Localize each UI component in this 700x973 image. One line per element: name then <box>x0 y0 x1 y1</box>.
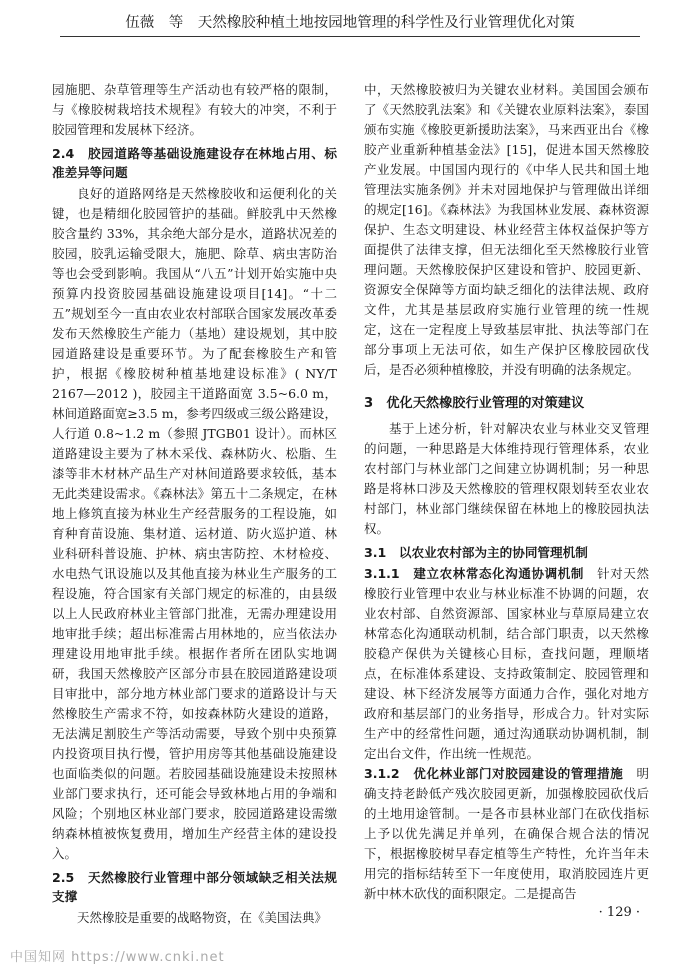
right-column <box>364 80 649 904</box>
running-header <box>60 10 640 37</box>
body-paragraph: 良好的道路网络是天然橡胶收和运便利化的关键，也是精细化胶园管护的基础。鲜胶乳中天然橡胶含量约 33%，其余绝大部分是水，道路状况差的胶园，胶乳运输受限大，施肥、除草、病虫害防治等也会受到影响。我国从“八五”计划开始实施中央预算内投资胶园基础设施建设项目[14]。“十二五”规划至今一直由农业农村部联合国家发展改革委发布天然橡胶生产能力（基地）建设规划，其中胶园道路建设是重要环节。为了配套橡胶生产和管护，根据《橡胶树种植基地建设标准》( NY/T 2167—2012 )，胶园主干道路面宽 3.5~6.0 m，林间道路面宽≥3.5 m，参考四级或三级公路建设，人行道 0.8~1.2 m（参照 JTGB01 设计）。而林区道路建设主要为了林木采伐、森林防火、松脂、生漆等非木材林产品生产对林间道路要求较低，基本无此类建设需求。《森林法》第五十二条规定，在林地上修筑直接为林业生产经营服务的工程设施，如育种育苗设施、集材道、运材道、防火巡护道、林业科研科普设施、护林、病虫害防控、木材检疫、水电热气讯设施以及其他直接为林业生产服务的工程设施，符合国家有关部门规定的标准的，由县级以上人民政府林业主管部门批准，无需办理建设用地审批手续；超出标准需占用林地的，应当依法办理建设用地审批手续。根据作者所在团队实地调研，我国天然橡胶产区部分市县在胶园道路建设项目审批中，部分地方林业部门要求的道路设计与天然橡胶生产需求不符，如按森林防火建设的道路，无法满足割胶生产等活动需要，导致个别中央预算内投资项目执行慢，管护用房等其他基础设施建设也面临类似的问题。若胶园基础设施建设未按照林业部门要求执行，还可能会导致林地占用的争端和风险；个别地区林业部门要求，胶园道路建设需缴纳森林植被恢复费用，增加生产经营主体的建设投入。 <box>52 186 337 861</box>
paragraph-text: 针对天然橡胶行业管理中农业与林业标准不协调的问题，农业农村部、自然资源部、国家林业与草原局建立农林常态化沟通联动机制，结合部门职责，以天然橡胶稳产保供为关键核心目标，查找问题，理顺堵点，在标准体系建设、支持政策制定、胶园管理和建设、林下经济发展等方面通力合作，强化对地方政府和基层部门的业务指导，形成合力。针对实际生产中的经常性问题，通过沟通联动协调机制，制定出台文件，作出统一性规范。 <box>364 566 649 761</box>
footer <box>0 940 700 973</box>
section-heading: 3 优化天然橡胶行业管理的对策建议 <box>364 396 585 411</box>
body-paragraph: 基于上述分析，针对解决农业与林业交叉管理的问题，一种思路是大体维持现行管理体系，农业农村部门与林业部门之间建立协调机制；另一种思路是将林口涉及天然橡胶的管理权限划转至农业农村部门，林业部门继续保留在林地上的橡胶园执法权。 <box>364 421 649 536</box>
body-paragraph: 园施肥、杂草管理等生产活动也有较严格的限制，与《橡胶树栽培技术规程》有较大的冲突，不利于胶园管理和发展林下经济。 <box>52 82 337 137</box>
runin-heading: 3.1.1 建立农林常态化沟通协调机制 <box>364 566 584 581</box>
subsection-heading: 2.4 胶园道路等基础设施建设存在林地占用、标准差异等问题 <box>52 146 337 180</box>
subsection-heading: 3.1 以农业农村部为主的协同管理机制 <box>364 545 588 560</box>
page-number: · 129 · <box>598 905 640 920</box>
subsection-heading: 2.5 天然橡胶行业管理中部分领域缺乏相关法规支撑 <box>52 870 337 904</box>
body-paragraph: 中，天然橡胶被归为关键农业材料。美国国会颁布了《天然胶乳法案》和《关键农业原料法案》，泰国颁布实施《橡胶更新援助法案》，马来西亚出台《橡胶产业重新种植基金法》[15]，促进本国天然橡胶产业发展。中国国内现行的《中华人民共和国土地管理法实施条例》并未对园地保护与管理做出详细的规定[16]。《森林法》为我国林业发展、森林资源保护、生态文明建设、林业经营主体权益保护等方面提供了法律支撑，但无法细化至天然橡胶行业管理问题。天然橡胶保护区建设和管护、胶园更新、资源安全保障等方面均缺乏细化的法律法规、政府文件，尤其是基层政府实施行业管理的统一性规定，这在一定程度上导致基层审批、执法等部门在部分事项上无法可依，如生产保护区橡胶园砍伐后，是否必须种植橡胶，并没有明确的法条规定。 <box>364 82 649 377</box>
running-header-title: 伍薇 等 天然橡胶种植土地按园地管理的科学性及行业管理优化对策 <box>125 15 575 31</box>
cnki-watermark: 中国知网 https://www.cnki.net <box>10 950 225 965</box>
paragraph-text: 明确支持老龄低产残次胶园更新，加强橡胶园砍伐后的土地用途管制。一是各市县林业部门在砍伐指标上予以优先满足并单列，在确保合规合法的情况下，根据橡胶树早春定植等生产特性，允许当年未用完的指标结转至下一年度使用，取消胶园连片更新中林木砍伐的面积限定。二是提高告 <box>364 766 649 901</box>
body-paragraph: 天然橡胶是重要的战略物资，在《美国法典》 <box>77 910 328 925</box>
runin-heading: 3.1.2 优化林业部门对胶园建设的管理措施 <box>364 766 624 781</box>
left-column <box>52 80 337 928</box>
subsection-paragraph <box>364 564 649 764</box>
subsection-paragraph <box>364 764 649 904</box>
